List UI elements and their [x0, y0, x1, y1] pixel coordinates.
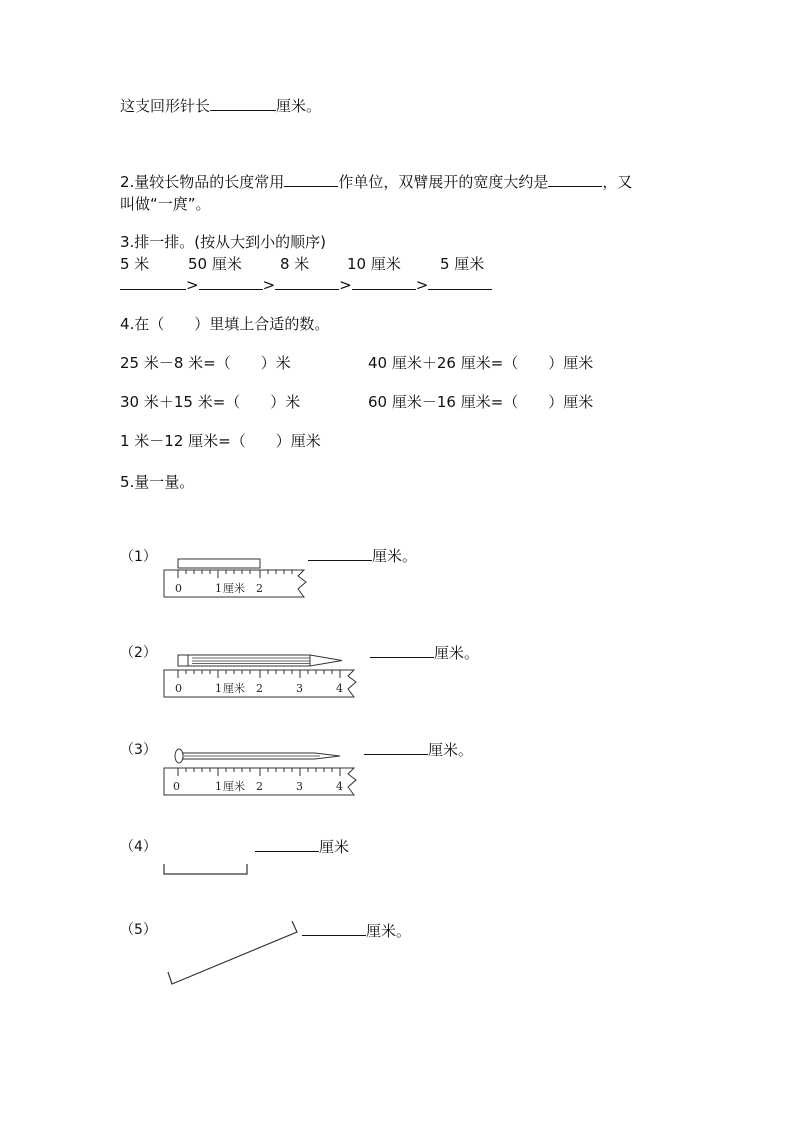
q5-fig2-label: （2） — [120, 645, 157, 661]
nail-head — [175, 749, 183, 763]
q4-problem-5: 1 米－12 厘米=（ ）厘米 — [120, 432, 321, 450]
q5-fig1-blank[interactable] — [308, 546, 372, 561]
q5-fig4-drawing — [160, 860, 252, 878]
line-segment — [164, 864, 247, 874]
q1-unit: 厘米。 — [276, 97, 322, 115]
tick-label-2: 2 — [256, 780, 263, 793]
tick-label-unit: 厘米 — [223, 780, 245, 793]
q5-fig1-label: （1） — [120, 549, 157, 565]
q5-fig3-drawing — [160, 746, 360, 796]
q2-text-part2: 作单位，双臂展开的宽度大约是 — [338, 173, 549, 191]
tick-label-4: 4 — [336, 682, 343, 695]
q1-prefix: 这支回形针长 — [120, 97, 211, 115]
q4-problem-1: 25 米－8 米=（ ）米 — [120, 354, 291, 372]
tick-label-0: 0 — [175, 682, 182, 695]
q2-blank-unit[interactable] — [284, 172, 338, 187]
q3-blank-3[interactable] — [275, 275, 339, 290]
q3-blank-5[interactable] — [428, 275, 492, 290]
tick-label-unit: 厘米 — [223, 682, 245, 695]
q3-order-line — [120, 275, 492, 295]
q3-sep-3: > — [339, 276, 352, 294]
slanted-segment — [168, 921, 297, 984]
q3-blank-1[interactable] — [120, 275, 186, 290]
q3-item-2: 50 厘米 — [188, 255, 242, 273]
q3-blank-2[interactable] — [199, 275, 263, 290]
q4-problem-4: 60 厘米－16 厘米=（ ）厘米 — [368, 393, 594, 411]
tick-label-0: 0 — [173, 780, 180, 793]
q3-sep-4: > — [415, 276, 429, 294]
q1-answer-blank[interactable] — [210, 96, 276, 111]
q5-fig2-answer — [370, 643, 479, 663]
q3-sep-1: > — [186, 276, 199, 294]
q3-sep-2: > — [262, 276, 276, 294]
q3-item-4: 10 厘米 — [347, 255, 401, 273]
q1-line — [120, 96, 321, 116]
q3-item-1: 5 米 — [120, 255, 150, 273]
tick-label-4: 4 — [336, 780, 343, 793]
q5-fig5-drawing — [160, 916, 305, 988]
q5-fig3-answer — [364, 740, 473, 760]
q3-title: 3.排一排。(按从大到小的顺序) — [120, 233, 327, 251]
q5-fig4-blank[interactable] — [255, 837, 319, 852]
tick-label-1: 1 — [215, 682, 222, 695]
pencil-end — [178, 655, 188, 666]
q2-blank-width[interactable] — [548, 172, 602, 187]
q3-blank-4[interactable] — [352, 275, 416, 290]
q4-problem-2: 40 厘米＋26 厘米=（ ）厘米 — [368, 354, 594, 372]
q4-title: 4.在（ ）里填上合适的数。 — [120, 315, 330, 333]
q5-fig4-unit: 厘米 — [319, 838, 350, 856]
tick-label-1: 1 — [215, 780, 222, 793]
q3-item-5: 5 厘米 — [440, 255, 485, 273]
q5-fig4-label: （4） — [120, 839, 157, 855]
q5-fig5-unit: 厘米。 — [366, 922, 412, 940]
q5-fig1-unit: 厘米。 — [372, 547, 418, 565]
q5-fig2-unit: 厘米。 — [434, 644, 480, 662]
q5-fig5-answer — [302, 921, 411, 941]
q5-fig2-drawing — [160, 652, 360, 698]
pencil-body — [188, 655, 342, 666]
q2-line2 — [120, 194, 211, 214]
q4-problem-3: 30 米＋15 米=（ ）米 — [120, 393, 301, 411]
tick-label-3: 3 — [296, 682, 303, 695]
q2-text-part3: ，又 — [602, 173, 633, 191]
tick-label-2: 2 — [256, 682, 263, 695]
q5-fig4-answer — [255, 837, 349, 857]
q5-fig2-blank[interactable] — [370, 643, 434, 658]
q5-fig5-blank[interactable] — [302, 921, 366, 936]
tick-label-0: 0 — [175, 582, 182, 595]
q3-item-3: 8 米 — [280, 255, 310, 273]
q5-fig3-blank[interactable] — [364, 740, 428, 755]
q2-text-part4: 叫做“一庹”。 — [120, 195, 211, 213]
q5-fig3-unit: 厘米。 — [428, 741, 474, 759]
tick-label-2: 2 — [256, 582, 263, 595]
tick-label-1: 1 — [215, 582, 222, 595]
q2-line1 — [120, 172, 632, 192]
q5-fig1-drawing — [160, 556, 310, 602]
q5-fig1-answer — [308, 546, 417, 566]
q5-title: 5.量一量。 — [120, 473, 195, 491]
tick-label-3: 3 — [296, 780, 303, 793]
q5-fig3-label: （3） — [120, 742, 157, 758]
paper-clip-shape — [178, 559, 260, 568]
q5-fig5-label: （5） — [120, 922, 157, 938]
q2-text-part1: 2.量较长物品的长度常用 — [120, 173, 285, 191]
tick-label-unit: 厘米 — [223, 582, 245, 595]
